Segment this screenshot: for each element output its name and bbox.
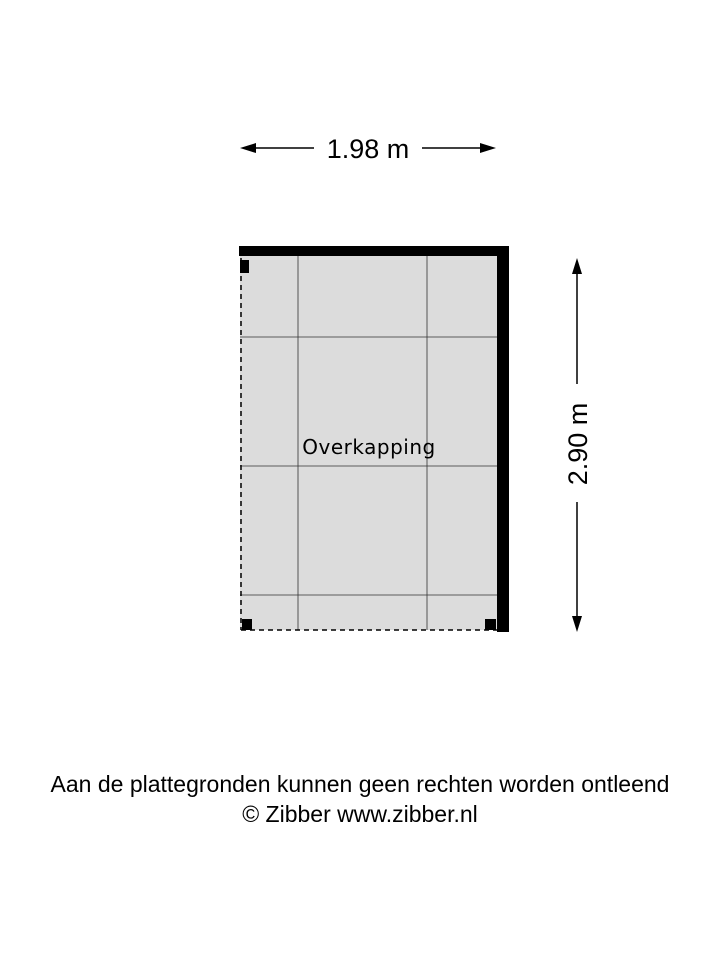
post-bottom-left [242, 619, 252, 630]
arrow-down-icon [572, 616, 582, 632]
width-label: 1.98 m [326, 134, 410, 164]
height-label: 2.90 m [563, 402, 593, 486]
post-bottom-right [485, 619, 496, 630]
width-dimension [240, 134, 496, 164]
copyright-text: © Zibber www.zibber.nl [242, 801, 478, 827]
height-dimension [563, 258, 593, 632]
wall-right [497, 246, 509, 632]
post-top-left [240, 260, 249, 273]
arrow-up-icon [572, 258, 582, 274]
wall-top [239, 246, 509, 256]
room-label: Overkapping [302, 435, 436, 459]
disclaimer-text: Aan de plattegronden kunnen geen rechten worden ontleend [50, 771, 670, 797]
arrow-right-icon [480, 143, 496, 153]
arrow-left-icon [240, 143, 256, 153]
